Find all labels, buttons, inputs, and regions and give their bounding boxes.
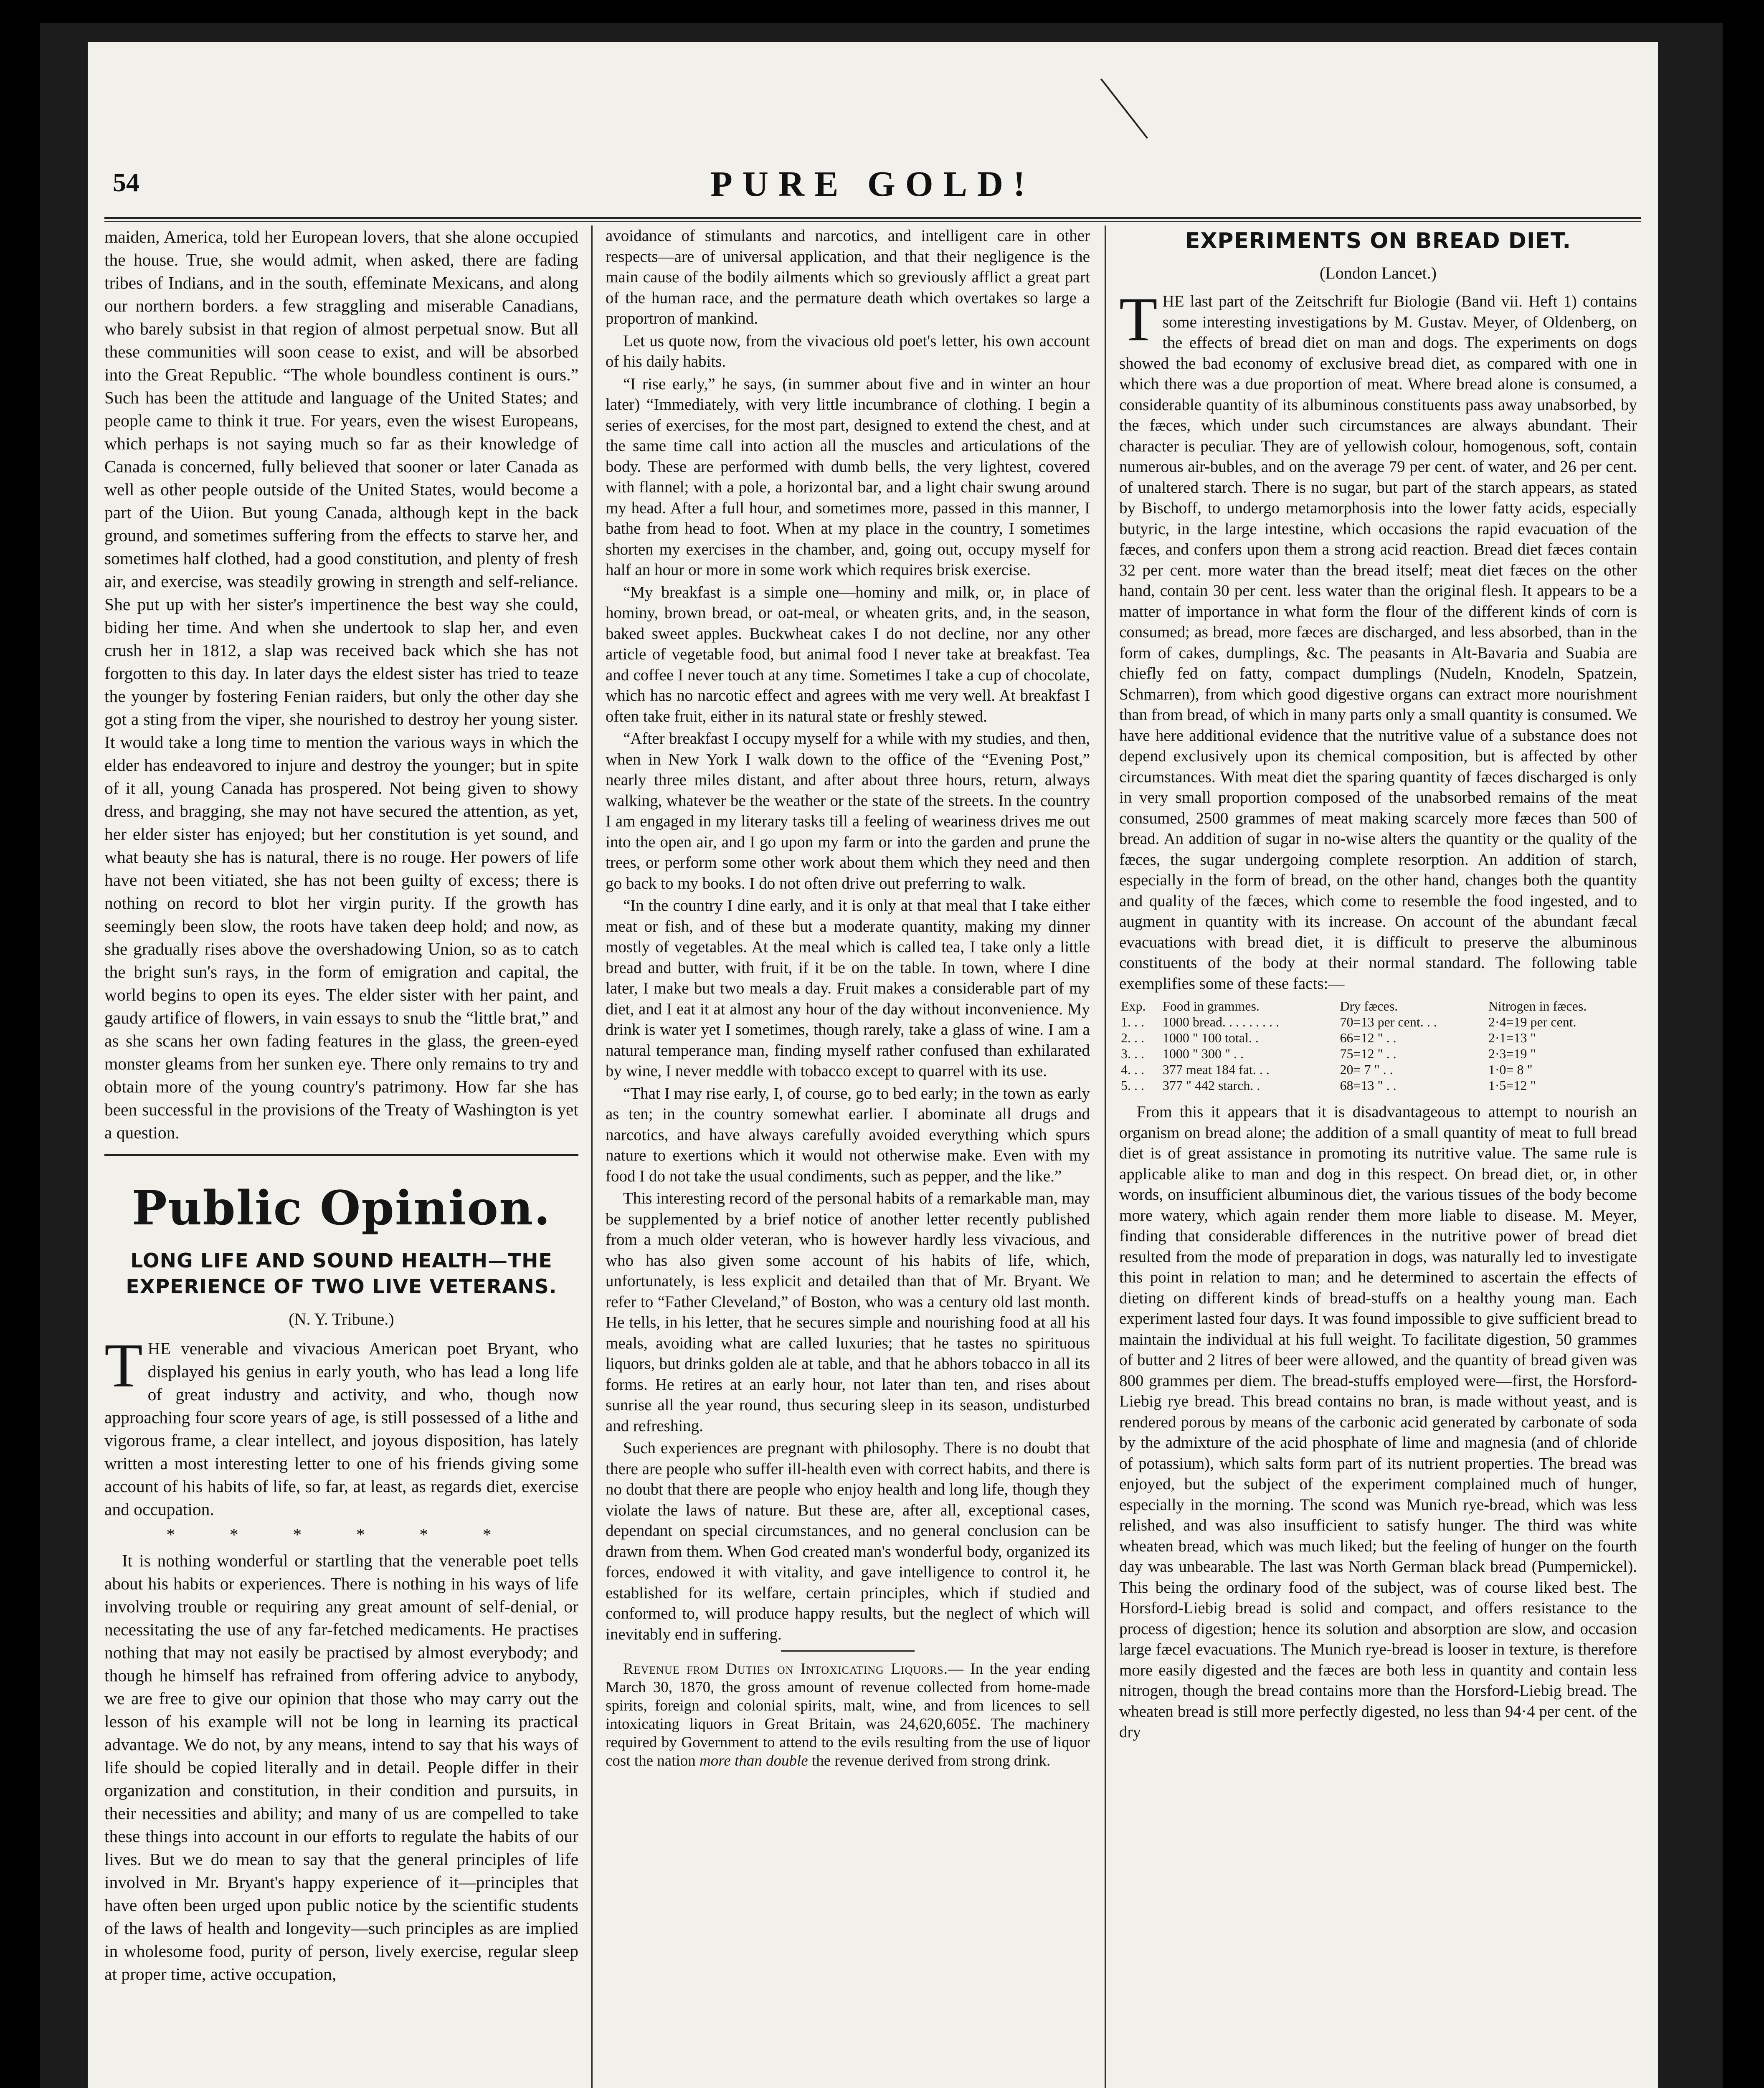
table-header: Exp. (1121, 998, 1146, 1014)
table-cell: 3. . . (1121, 1046, 1144, 1061)
article-paragraph: This interesting record of the personal habits of a remarkable man, may be supplemented by a brief notice of another letter recently published from a much older veteran, who is however hardly less vivacious, and who has also given some account of his habits of life, which, unfortunately, is less explicit and detailed than that of Mr. Bryant. We refer to “Father Cleveland,” of Boston, who was a century old last month. He tells, in his letter, that he secures simple and nourishing food at all his meals, avoiding what are called luxuries; that he tastes no spirituous liquors, but drinks golden ale at table, and that he abhors tobacco in all its forms. He retires at an early hour, not later than ten, and rises about sunrise all the year round, thus securing sleep in its season, undisturbed and refreshing. (606, 1189, 1090, 1435)
table-row (1119, 1014, 1637, 1030)
page-number: 54 (113, 167, 139, 197)
revenue-note-text: In the year ending March 30, 1870, the gross amount of revenue collected from home-made spirits, foreign and colonial spirits, malt, wine, and from licences to sell intoxicating liquors in Great Britain, was 24,620,605£. The machinery required by Government to attend to the evils resulting from the use of liquor cost the nation (606, 1660, 1090, 1769)
table-cell: 66=12 " . . (1340, 1030, 1396, 1045)
table-cell: 377 " 442 starch. . (1162, 1078, 1260, 1093)
header-rule-thin (104, 221, 1641, 222)
quote-paragraph: “After breakfast I occupy myself for a while with my studies, and then, when in New York I walk down to the office of the “Evening Post,” nearly three miles distant, and after about three hours, return, always walking, whatever be the weather or the state of the streets. In the country I am engaged in my literary tasks till a feeling of weariness drives me out into the open air, and I go upon my farm or into the garden and prune the trees, or perform some other work about them which they need and then go back to my books. I do not often drive out preferring to walk. (606, 730, 1090, 892)
article-paragraph: Let us quote now, from the vivacious old poet's letter, his own account of his daily habits. (606, 332, 1090, 370)
pencil-mark (1100, 79, 1148, 139)
table-cell: 1000 " 100 total. . (1162, 1030, 1259, 1045)
table-cell: 1·0= 8 " (1488, 1062, 1533, 1077)
table-cell: 2·4=19 per cent. (1488, 1014, 1576, 1029)
quote-paragraph: “In the country I dine early, and it is only at that meal that I take either meat or fish, and of these but a moderate quantity, making my dinner mostly of vegetables. At the meal which is called tea, I take only a little bread and butter, with fruit, if it be on the table. In town, where I dine later, I make but two meals a day. Fruit makes a considerable part of my diet, and I eat it at almost any hour of the day without inconvenience. My drink is water yet I sometimes, though rarely, take a glass of wine. I am a natural temperance man, finding myself rather confused than exhilarated by wine, I never meddle with tobacco except to quarrel with its use. (606, 897, 1090, 1080)
table-cell: 1. . . (1121, 1014, 1144, 1029)
table-row (1119, 1062, 1637, 1077)
column-divider-1 (591, 226, 593, 2088)
bread-article-paragraph: THE last part of the Zeitschrift fur Biologie (Band vii. Heft 1) contains some interesting investigations by M. Gustav. Meyer, of Oldenberg, on the effects of bread diet on man and dogs. The experiments on dogs showed the bad economy of exclusive bread diet, as compared with one in which there was a due proportion of meat. Where bread alone is consumed, a considerable quantity of its albuminous constituents pass away unabsorbed, by the fæces, which under such circumstances are always abundant. Their character is peculiar. They are of yellowish colour, homogenous, soft, contain numerous air-bubles, and on the average 79 per cent. of water, and 26 per cent. of unaltered starch. There is no sugar, but part of the starch appears, as stated by Bischoff, to undergo metamorphosis into the lower fatty acids, especially butyric, in the large intestine, which occasions the rapid evacuation of the fæces, and confers upon them a strong acid reaction. Bread diet fæces contain 32 per cent. more water than the bread itself; meat diet fæces on the other hand, contain 30 per cent. less water than the original flesh. It appears to be a matter of importance in what form the flour of the different kinds of corn is consumed; as bread, more fæces are discharged, and less absorbed, than in the form of cakes, dumplings, &c. The peasants in Alt-Bavaria and Suabia are chiefly fed on fatty, compact dumplings (Nudeln, Knodeln, Spatzein, Schmarren), from which good digestive organs can extract more nourishment than from bread, of which in many parts only a small quantity is consumed. We have here additional evidence that the nutritive value of a substance does not depend exclusively upon its chemical composition, but is affected by other circumstances. With meat diet the sparing quantity of fæces discharged is only in very small proportion composed of the unabsorbed remains of the meat consumed, 2500 grammes of meat making scarcely more fæces than 500 of bread. An addition of sugar in no-wise alters the quantity or the quality of the fæces, the sugar undergoing complete resorption. An addition of starch, especially in the form of bread, on the other hand, changes both the quantity and quality of the fæces, which come to resemble the food ingested, and to augment in quantity with its increase. On account of the abundant fæcal evacuations with bread diet, it is difficult to preserve the albuminous constituents of the body at their normal standard. The following table exemplifies some of these facts:— (1119, 285, 1637, 993)
table-cell: 20= 7 " . . (1340, 1062, 1393, 1077)
header-rule (104, 217, 1641, 219)
table-cell: 70=13 per cent. . . (1340, 1014, 1437, 1029)
table-header: Dry fæces. (1340, 998, 1398, 1014)
bread-article-source: (London Lancet.) (1320, 264, 1437, 282)
table-cell: 4. . . (1121, 1062, 1144, 1077)
nitrogen-table (1119, 998, 1637, 1093)
revenue-note (606, 1660, 1090, 1770)
article-paragraph: Such experiences are pregnant with philosophy. There is no doubt that there are people who suffer ill-health even with correct habits, and there is no doubt that there are people who enjoy health and long life, though they violate the laws of nature. But these are, after all, exceptional cases, dependant on special circumstances, and no general conclusion can be drawn from them. When God created man's wonderful body, organized its forces, endowed it with vitality, and gave intelligence to control it, he established for its welfare, certain principles, which if studied and conformed to, will produce happy results, but the neglect of which will inevitably end in suffering. (606, 1439, 1090, 1643)
article-paragraph: avoidance of stimulants and narcotics, and intelligent care in other respects—are of universal application, and that their negligence is the main cause of the bodily ailments which so greviously afflict a great part of the human race, and the permature death which overtakes so large a proportron of mankind. (606, 227, 1090, 327)
article-headline: LONG LIFE AND SOUND HEALTH—THE EXPERIENCE OF TWO LIVE VETERANS. (126, 1249, 557, 1298)
section-rule (104, 1154, 578, 1156)
short-rule (781, 1650, 915, 1652)
newspaper-page (88, 42, 1658, 2088)
column-2 (606, 226, 1090, 1772)
table-cell: 1000 bread. . . . . . . . . (1162, 1014, 1279, 1029)
section-title: Public Opinion. (132, 1181, 551, 1236)
table-cell: 1000 " 300 " . . (1162, 1046, 1244, 1061)
continued-article-text: maiden, America, told her European lovers, that she alone occupied the house. True, she would admit, when asked, there are fading tribes of Indians, and in the south, effeminate Mexicans, and along our northern borders. a few straggling and miserable Canadians, who barely subsist in that region of almost perpetual snow. But all these communities will soon cease to exist, and will be absorbed into the Great Republic. “The whole boundless continent is ours.” Such has been the attitude and language of the United States; and people came to think it true. For years, even the wisest Europeans, which perhaps is not saying much so far as their knowledge of Canada is concerned, fully believed that sooner or later Canada as well as other people outside of the United States, would become a part of the Uiion. But young Canada, although kept in the back ground, and sometimes suffering from the effects to starve her, and sometimes half clothed, had a good constitution, and plenty of fresh air, and exercise, was steadily growing in strength and self-reliance. She put up with her sister's impertinence the best way she could, biding her time. And when she undertook to slap her, and even crush her in 1812, a slap was received back which she has not forgotten to this day. In later days the eldest sister has tried to teaze the younger by fostering Fenian raiders, but only the other day she got a sting from the viper, she nourished to destroy her young sister. It would take a long time to mention the various ways in which the elder has endeavored to injure and destroy the younger; but in spite of it all, young Canada has prospered. Not being given to showy dress, and bragging, she may not have secured the attention, as yet, her elder sister has enjoyed; but her constitution is yet sound, and what beauty she has is natural, there is no rouge. Her powers of life have not been vitiated, she has not been guilty of excess; there is nothing on record to blot her virgin purity. If the growth has seemingly been slow, the roots have taken deep hold; and now, as she gradually rises above the overshadowing Union, so as to catch the bright sun's rays, in the form of emigration and capital, the world begins to open its eyes. The elder sister with her paint, and gaudy artifice of flowers, in vain essays to snub the “little brat,” and as she scans her own fading features in the glass, the green-eyed monster gleams from her sunken eye. There only remains to try and obtain more of the young country's patrimony. How far she has been successful in the provisions of the Treaty of Washington is yet a question. (104, 227, 578, 1142)
table-cell: 2. . . (1121, 1030, 1144, 1045)
quote-paragraph: “That I may rise early, I, of course, go to bed early; in the town as early as ten; in the country somewhat earlier. I abominate all drugs and narcotics, and have always carefully avoided everything which spurs nature to exertions which it would not otherwise make. Even with my food I do not take the usual condiments, such as pepper, and the like.” (606, 1084, 1090, 1185)
article-paragraph: THE venerable and vivacious American poet Bryant, who displayed his genius in early youth, who has lead a long life of great industry and activity, and who, though now approaching four score years of age, is still possessed of a lithe and vigorous frame, a clear intellect, and joyous disposition, has lately written a most interesting letter to one of his friends giving some account of his habits of life, so far, at least, as regards diet, exercise and occupation. (104, 1331, 578, 1519)
column-3 (1119, 226, 1637, 1744)
table-cell: 2·3=19 " (1488, 1046, 1536, 1061)
quote-paragraph: “My breakfast is a simple one—hominy and milk, or, in place of hominy, brown bread, or oat-meal, or wheaten grits, and, in the season, baked sweet apples. Buckwheat cakes I do not decline, nor any other article of vegetable food, but animal food I never take at breakfast. Tea and coffee I never touch at any time. Sometimes I take a cup of chocolate, which has no narcotic effect and agrees with me very well. At breakfast I often take fruit, either in its natural state or freshly stewed. (606, 583, 1090, 725)
section-stars: * * * * * * (166, 1525, 517, 1545)
bread-article-headline: EXPERIMENTS ON BREAD DIET. (1185, 228, 1571, 253)
table-cell: 75=12 " . . (1340, 1046, 1396, 1061)
article-source: (N. Y. Tribune.) (289, 1310, 394, 1328)
bread-article-paragraph: From this it appears that it is disadvantageous to attempt to nourish an organism on bread alone; the addition of a small quantity of meat to full bread diet is of great assistance in promoting its nutritive value. The same rule is applicable alike to man and dog in this respect. On bread diet, or, in other words, on insufficient albuminous diet, the various tissues of the body become more watery, which again render them more liable to disease. M. Meyer, finding that considerable differences in the nutritive power of bread diet resulted from the mode of preparation in dogs, was naturally led to investigate this point in relation to man; and he determined to ascertain the effects of dieting on different kinds of bread-stuffs on a healthy young man. Each experiment lasted four days. It was found impossible to give sufficient bread to maintain the individual at his full weight. To facilitate digestion, 50 grammes of butter and 2 litres of beer were allowed, and the quantity of bread given was 800 grammes per diem. The bread-stuffs employed were—first, the Horsford-Liebig rye bread. This bread contains no bran, is made without yeast, and is rendered porous by means of the carbonic acid generated by carbonate of soda by the admixture of the acid phosphate of lime and magnesia (and of chloride of potassium), which salts form part of its nutrient properties. The bread was enjoyed, but the subject of the experiment complained much of hunger, especially in the morning. The scond was Munich rye-bread, which was less relished, and was also insufficient to satisfy hunger. The third was white wheaten bread, which was much liked; but the feeling of hunger on the fourth day was unbearable. The last was North German black bread (Pumpernickel). This being the ordinary food of the subject, was of course liked best. The Horsford-Liebig bread is solid and compact, and offers resistance to the process of digestion; hence its solution and absorption are slow, and occasion large fæcel evacuations. The Munich rye-bread is looser in texture, is therefore more easily digested and the fæces are both less in quantity and contain less nitrogen, though the bread contains more than the Horsford-Liebig bread. The wheaten bread is still more perfectly digested, no less than 94·4 per cent. of the dry (1119, 1103, 1637, 1741)
table-header-row (1119, 998, 1637, 1014)
table-cell: 1·5=12 " (1488, 1078, 1536, 1093)
quote-paragraph: “I rise early,” he says, (in summer about five and in winter an hour later) “Immediately, with very little incumbrance of clothing. I begin a series of exercises, for the most part, designed to extend the chest, and at the same time call into action all the muscles and articulations of the body. These are performed with dumb bells, the very lightest, covered with flannel; with a pole, a horizontal bar, and a light chair swung around my head. After a full hour, and sometimes more, passed in this manner, I bathe from head to foot. When at my place in the country, I sometimes shorten my exercises in the chamber, and, going out, occupy myself for half an hour or more in some work which requires brisk exercise. (606, 375, 1090, 579)
revenue-note-title: Revenue from Duties on Intoxicating Liquors.— (623, 1660, 964, 1677)
table-header: Nitrogen in fæces. (1488, 998, 1587, 1014)
revenue-note-text-end: the revenue derived from strong drink. (811, 1752, 1051, 1769)
table-cell: 68=13 " . . (1340, 1078, 1396, 1093)
masthead-title: PURE GOLD! (710, 164, 1035, 204)
table-row (1119, 1077, 1637, 1093)
column-divider-2 (1105, 226, 1106, 2088)
table-row (1119, 1030, 1637, 1046)
table-cell: 377 meat 184 fat. . . (1162, 1062, 1270, 1077)
table-cell: 2·1=13 " (1488, 1030, 1536, 1045)
revenue-note-emphasis: more than double (700, 1752, 808, 1769)
article-paragraph: It is nothing wonderful or startling that the venerable poet tells about his habits or experiences. There is nothing in his ways of life involving trouble or requiring any great amount of self-denial, or necessitating the use of any far-fetched medicaments. He practises nothing that may not easily be practised by almost everybody; and though he himself has refrained from offering advice to anybody, we are free to give our opinion that those who may carry out the lesson of his example will not be long in learning its practical advantage. We do not, by any means, intend to say that his ways of life should be copied literally and in detail. People differ in their organization and constitution, in their condition and pursuits, in their necessities and ability; and many of us are compelled to take these things into account in our efforts to regulate the habits of our lives. But we do mean to say that the general principles of life involved in Mr. Bryant's happy experience of it—principles that have often been urged upon public notice by the scientific students of the laws of health and longevity—such principles as are implied in wholesome food, purity of person, lively exercise, regular sleep at proper time, active occupation, (104, 1551, 578, 1984)
table-cell: 5. . . (1121, 1078, 1144, 1093)
column-1 (104, 226, 578, 1987)
table-header: Food in grammes. (1162, 998, 1260, 1014)
table-row (1119, 1046, 1637, 1062)
